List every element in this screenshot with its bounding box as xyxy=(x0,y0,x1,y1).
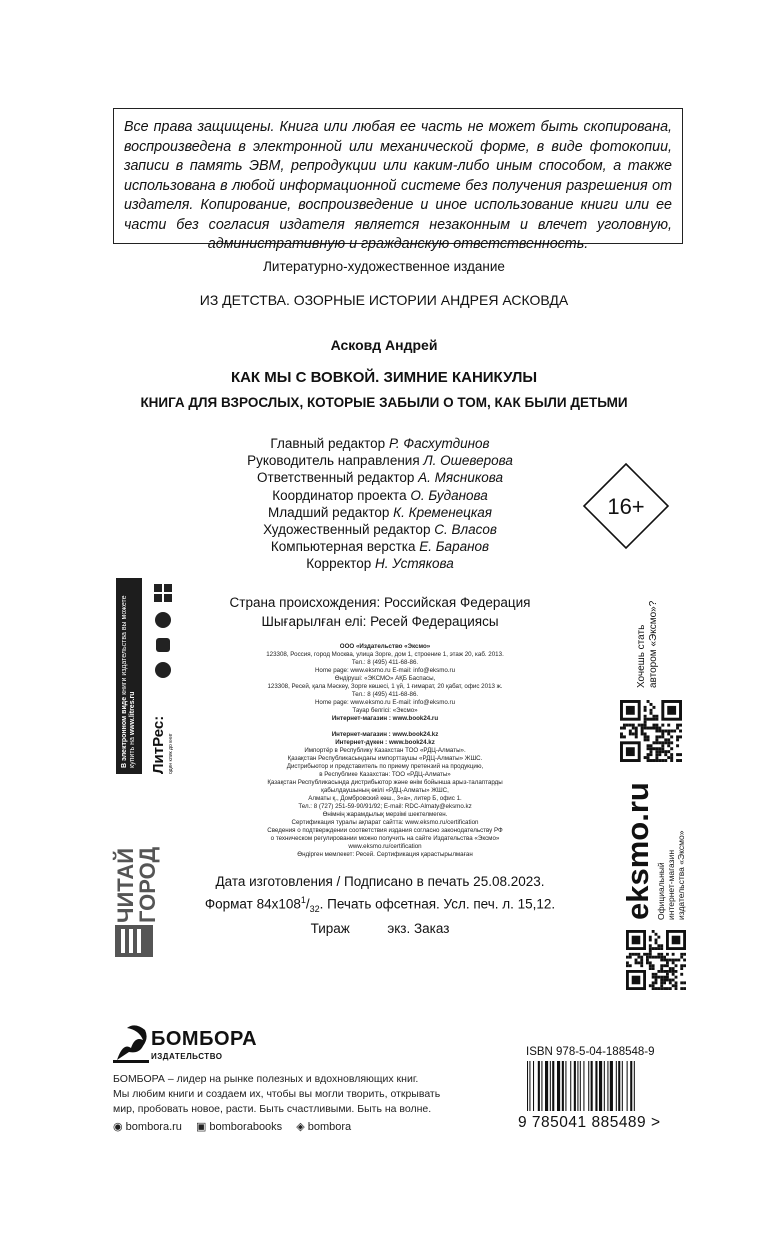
rights-notice: Все права защищены. Книга или любая ее часть не может быть скопирована, воспроизведена в электронной или механической форме, в виде фотокопии, записи в память ЭВМ, репродукции или каким-либо иным способом, а также использована в любой информационной системе без получения разрешения от издателя. Копирование, воспроизведение и иное использование книги или ее части без согласия издателя является незаконным и влечет уголовную, административную и гражданскую ответственность. xyxy=(113,108,683,244)
author-promo: Хочешь стать автором «Эксмо»? xyxy=(636,600,659,688)
credit-line: Компьютерная верстка Е. Баранов xyxy=(270,539,490,555)
country-of-origin xyxy=(160,593,600,631)
vk-icon: ▣ xyxy=(195,1121,207,1133)
litres-slogan: один клик до книг xyxy=(168,733,174,774)
format-line: Формат $84x108^1/_{32}$. Печать офсетная. Усл. печ. л. 15,12. xyxy=(204,895,556,915)
imprint-line: Интернет-магазин : www.book24.kz xyxy=(331,731,439,738)
country-ru: Страна происхождения: Российская Федерация xyxy=(229,595,531,610)
production-date: Дата изготовления / Подписано в печать 25.08.2023. xyxy=(215,874,545,889)
credit-line: Главный редактор Р. Фасхутдинов xyxy=(270,436,490,451)
eksmo-shop-block xyxy=(620,782,690,922)
bombora-social-link[interactable]: ◈ bombora xyxy=(296,1121,352,1133)
age-rating-badge xyxy=(582,462,670,550)
bombora-wave-icon xyxy=(113,1022,149,1064)
telegram-icon: ◈ xyxy=(296,1121,305,1133)
imprint-line: www.eksmo.ru/certification xyxy=(348,843,422,850)
imprint-line: Интернет-магазин : www.book24.ru xyxy=(331,715,439,722)
imprint-line: Тауар белгісі: «Эксмо» xyxy=(352,707,418,714)
isbn: ISBN 978-5-04-188548-9 xyxy=(526,1046,655,1058)
globe-icon: ◉ xyxy=(113,1121,123,1133)
imprint-line: қабылдаушының өкілі «РДЦ-Алматы» ЖШС, xyxy=(321,787,449,794)
imprint-line: Тел.: 8 (727) 251-59-90/91/92; E-mail: RDC-Almaty@eksmo.kz xyxy=(298,803,472,810)
imprint-line: Тел.: 8 (495) 411-68-86. xyxy=(351,659,419,666)
chitai-gorod-logo: ЧИТАЙ ГОРОД xyxy=(115,805,157,955)
barcode xyxy=(527,1061,677,1111)
imprint-line: Қазақстан Республикасындағы импорттаушы «РДЦ-Алматы» ЖШС. xyxy=(287,755,483,762)
circulation-line: Тираж экз. Заказ xyxy=(310,921,450,937)
credit-line: Ответственный редактор А. Мясникова xyxy=(257,470,503,486)
bombora-logo: БОМБОРА ИЗДАТЕЛЬСТВО xyxy=(113,1022,263,1064)
imprint-block xyxy=(220,643,550,859)
imprint-line: Сведения о подтверждении соответствия издания согласно законодательству РФ xyxy=(267,827,503,834)
litres-logo: ЛитРес: xyxy=(150,715,167,774)
litres-text: В электронном виде книги издательства вы можете купить на www.litres.ru xyxy=(121,595,136,768)
credits-list xyxy=(160,435,600,573)
book-subtitle: КНИГА ДЛЯ ВЗРОСЛЫХ, КОТОРЫЕ ЗАБЫЛИ О ТОМ, КАК БЫЛИ ДЕТЬМИ xyxy=(140,395,628,410)
imprint-line: Дистрибьютор и представитель по приему претензий на продукцию, xyxy=(286,763,484,770)
imprint-line: 123308, Россия, город Москва, улица Зорге, дом 1, строение 1, этаж 20, каб. 2013. xyxy=(266,651,504,658)
litres-brand-area xyxy=(148,578,178,774)
eksmo-site[interactable]: eksmo.ru xyxy=(620,782,655,920)
bombora-description: БОМБОРА – лидер на рынке полезных и вдохновляющих книг. Мы любим книги и создаем их, чтобы вы могли творить, открывать мир, пробовать новое, расти. Быть счастливыми. Быть на волне. xyxy=(113,1073,441,1115)
litres-banner xyxy=(116,578,142,774)
imprint-line: Қазақстан Республикасында дистрибьютор және өнім бойынша арыз-талаптарды xyxy=(267,779,503,786)
imprint-line: Home page: www.eksmo.ru E-mail: info@eksmo.ru xyxy=(314,699,456,706)
chitai-gorod-mark xyxy=(115,925,153,957)
eksmo-shop-text: Официальный интернет-магазин издательства «Эксмо» xyxy=(656,830,686,920)
bombora-vk-link[interactable]: ▣ bomborabooks xyxy=(195,1121,283,1133)
imprint-line: Тел.: 8 (495) 411-68-86. xyxy=(351,691,419,698)
imprint-line: Интернет-дүкен : www.book24.kz xyxy=(335,739,435,746)
credit-line: Младший редактор К. Кременецкая xyxy=(268,504,492,520)
author-qr-code[interactable] xyxy=(620,700,682,762)
series-title: ИЗ ДЕТСТВА. ОЗОРНЫЕ ИСТОРИИ АНДРЕЯ АСКОВДА xyxy=(199,292,569,308)
book-title: КАК МЫ С ВОВКОЙ. ЗИМНИЕ КАНИКУЛЫ xyxy=(230,369,538,386)
print-details xyxy=(160,872,600,938)
bombora-site-link[interactable]: ◉ bombora.ru xyxy=(113,1121,182,1133)
country-kz: Шығарылған елі: Ресей Федерациясы xyxy=(261,614,499,629)
store-icons xyxy=(152,582,174,702)
imprint-line: Сертификация туралы ақпарат сайтта: www.eksmo.ru/certification xyxy=(291,819,479,826)
imprint-line: ООО «Издательство «Эксмо» xyxy=(339,643,431,650)
edition-type: Литературно-художественное издание xyxy=(263,259,505,274)
eksmo-qr-code[interactable] xyxy=(626,930,686,990)
imprint-line: Home page: www.eksmo.ru E-mail: info@eksmo.ru xyxy=(314,667,456,674)
author-name: Асковд Андрей xyxy=(330,337,438,353)
bombora-links xyxy=(113,1120,351,1133)
imprint-line: в Республике Казахстан: ТОО «РДЦ-Алматы» xyxy=(319,771,451,778)
credit-line: Художественный редактор С. Власов xyxy=(263,522,497,538)
imprint-line: Алматы қ., Домбровский көш., 3«а», литер Б, офис 1. xyxy=(308,795,462,802)
imprint-line xyxy=(220,723,550,731)
imprint-line: Өндірген мемлекет: Ресей. Сертификация қарастырылмаған xyxy=(297,851,473,858)
imprint-line: Импортёр в Республику Казахстан ТОО «РДЦ-Алматы». xyxy=(304,747,466,754)
imprint-line: 123308, Ресей, қала Мәскеу, Зорге көшесі, 1 үй, 1 ғимарат, 20 қабат, офис 2013 ж. xyxy=(267,683,503,690)
imprint-line: Өнімнің жарамдылық мерзімі шектелмеген. xyxy=(322,811,448,818)
imprint-line: Өндіруші: «ЭКСМО» АҚБ Баспасы, xyxy=(334,675,436,682)
credit-line: Руководитель направления Л. Ошеверова xyxy=(247,453,513,469)
credit-line: Координатор проекта О. Буданова xyxy=(272,487,488,503)
imprint-line: о техническом регулировании можно получить на сайте Издательства «Эксмо» xyxy=(270,835,500,842)
age-rating-label: 16+ xyxy=(607,494,645,519)
barcode-digits: 9 785041 885489 > xyxy=(518,1114,661,1131)
credit-line: Корректор Н. Устякова xyxy=(306,556,454,572)
